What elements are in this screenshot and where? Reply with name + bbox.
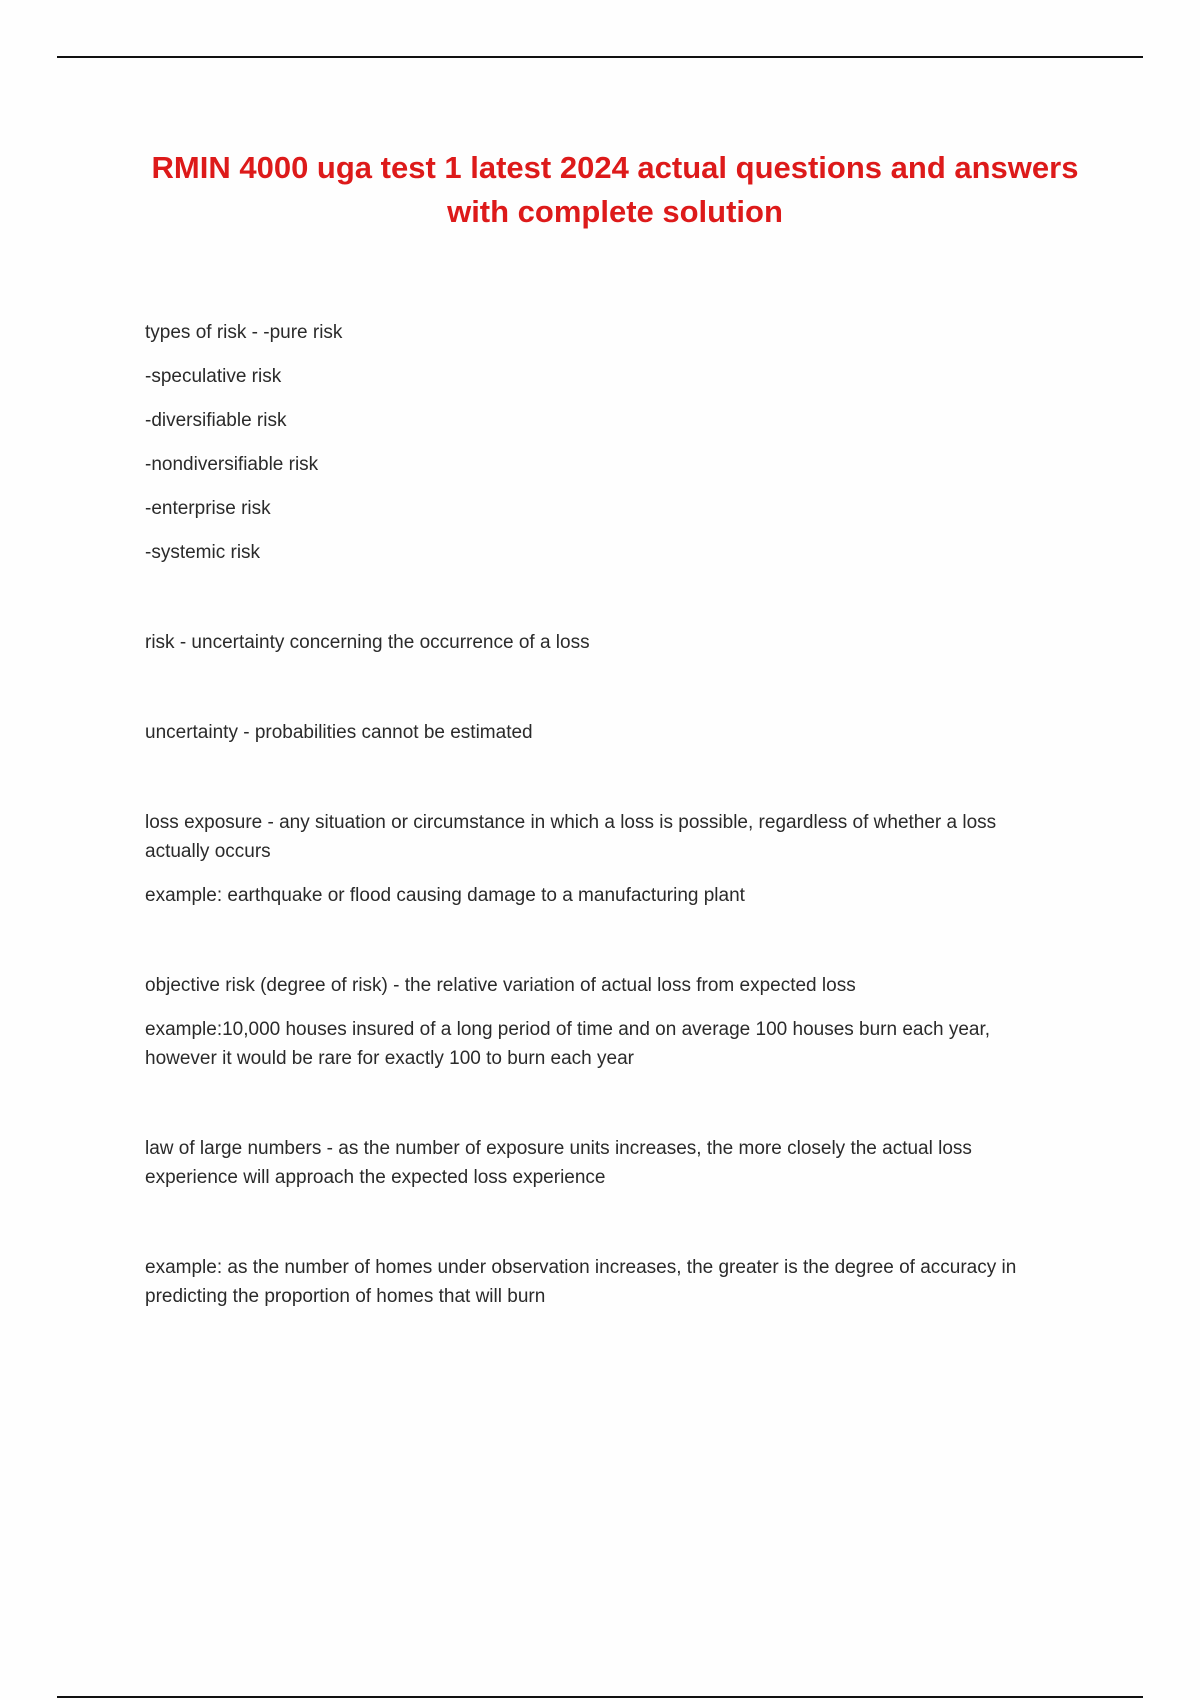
objective-risk-example-line-2: however it would be rare for exactly 100 to burn each year	[145, 1048, 634, 1069]
entry-loss-exposure	[145, 808, 1095, 910]
title-line-1: RMIN 4000 uga test 1 latest 2024 actual questions and answers	[151, 150, 1079, 185]
risk-type-item: -diversifiable risk	[145, 410, 287, 431]
law-of-large-numbers-definition-line-2: experience will approach the expected loss experience	[145, 1167, 606, 1188]
entry-objective-risk	[145, 971, 1095, 1073]
loss-exposure-definition-line-2: actually occurs	[145, 841, 271, 862]
bottom-rule	[57, 1696, 1143, 1698]
entry-law-of-large-numbers	[145, 1134, 1095, 1311]
risk-type-item: -enterprise risk	[145, 498, 271, 519]
types-of-risk-term: types of risk - -pure risk	[145, 322, 343, 343]
document-body	[145, 318, 1095, 1311]
loss-exposure-definition-line-1: loss exposure - any situation or circumstance in which a loss is possible, regardless of whether a loss	[145, 812, 997, 833]
top-rule	[57, 56, 1143, 58]
entry-types-of-risk	[145, 318, 1095, 567]
law-of-large-numbers-definition-line-1: law of large numbers - as the number of exposure units increases, the more closely the actual loss	[145, 1138, 972, 1159]
risk-type-item: -systemic risk	[145, 542, 261, 563]
risk-type-item: -speculative risk	[145, 366, 282, 387]
entry-risk: risk - uncertainty concerning the occurrence of a loss	[145, 632, 590, 653]
law-of-large-numbers-example-line-1: example: as the number of homes under observation increases, the greater is the degree of accuracy in	[145, 1257, 1017, 1278]
objective-risk-definition: objective risk (degree of risk) - the relative variation of actual loss from expected loss	[145, 975, 856, 996]
entry-uncertainty: uncertainty - probabilities cannot be estimated	[145, 722, 533, 743]
title-line-2: with complete solution	[447, 194, 783, 229]
objective-risk-example-line-1: example:10,000 houses insured of a long period of time and on average 100 houses burn each year,	[145, 1019, 991, 1040]
law-of-large-numbers-example-line-2: predicting the proportion of homes that will burn	[145, 1286, 546, 1307]
document-title	[100, 146, 1130, 234]
risk-type-item: -nondiversifiable risk	[145, 454, 319, 475]
loss-exposure-example: example: earthquake or flood causing damage to a manufacturing plant	[145, 885, 745, 906]
